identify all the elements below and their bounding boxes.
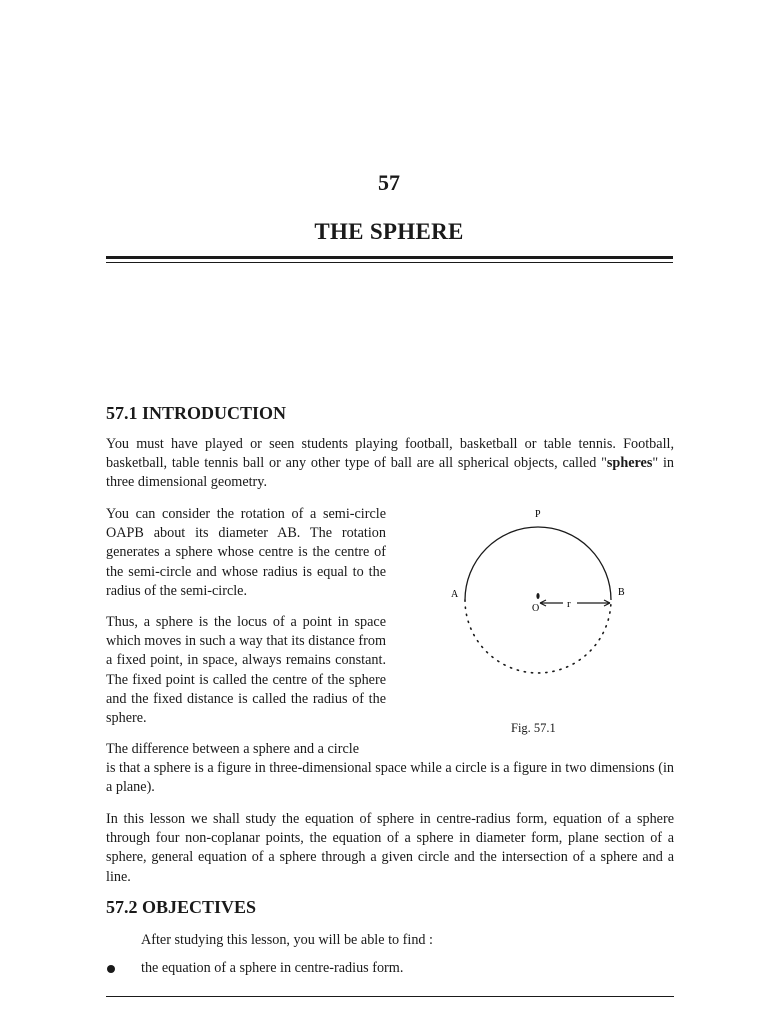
difference-rest: is that a sphere is a figure in three-dimensional space while a circle is a figure in two dimensions (in a plane). <box>106 760 674 796</box>
difference-first-line: The difference between a sphere and a circle <box>106 741 359 757</box>
spheres-term: spheres <box>606 455 653 472</box>
semicircle-arc <box>465 527 611 600</box>
lesson-overview-paragraph: In this lesson we shall study the equation of sphere in centre-radius form, equation of a sphere through four non-coplanar points, the equation of a sphere in diameter form, plane section of a sphere, general equation of a sphere through a given circle and the intersection of a sphere and a line. <box>106 811 674 885</box>
label-a: A <box>451 589 459 600</box>
centre-point <box>536 593 539 599</box>
objectives-intro: After studying this lesson, you will be able to find : <box>141 932 433 948</box>
label-b: B <box>618 587 625 598</box>
sphere-figure <box>440 500 640 690</box>
intro-paragraph <box>106 435 674 493</box>
chapter-number: 57 <box>378 170 400 195</box>
title-rule-thin <box>106 262 673 263</box>
objective-item: the equation of a sphere in centre-radius form. <box>141 960 404 976</box>
section-heading-objectives: 57.2 OBJECTIVES <box>106 897 257 917</box>
intro-text-end: " in three dimensional geometry. <box>106 455 675 491</box>
title-rule-thick <box>106 256 673 259</box>
difference-paragraph <box>106 740 674 798</box>
label-r: r <box>567 598 571 610</box>
bullet-icon <box>107 965 115 973</box>
locus-paragraph: Thus, a sphere is the locus of a point in space which moves in such a way that its distance from a fixed point, in space, always remains constant. The fixed point is called the centre of the sphere and the fixed distance is called the radius of the sphere. <box>106 614 386 727</box>
rotation-paragraph: You can consider the rotation of a semi-circle OAPB about its diameter AB. The rotation generates a sphere whose centre is the centre of the semi-circle and whose radius is equal to the radius of the semi-circle. <box>106 506 386 599</box>
figure-caption: Fig. 57.1 <box>511 721 556 735</box>
section-heading-introduction: 57.1 INTRODUCTION <box>106 403 287 423</box>
intro-text-start: You must have played or seen students playing football, basketball or table tennis. Football, basketball, table tennis ball or any other type of ball are all spherical objects, called " <box>106 436 674 472</box>
chapter-title: THE SPHERE <box>314 219 464 244</box>
label-p: P <box>535 509 541 520</box>
footer-rule <box>106 996 674 997</box>
label-o: O <box>532 603 540 614</box>
